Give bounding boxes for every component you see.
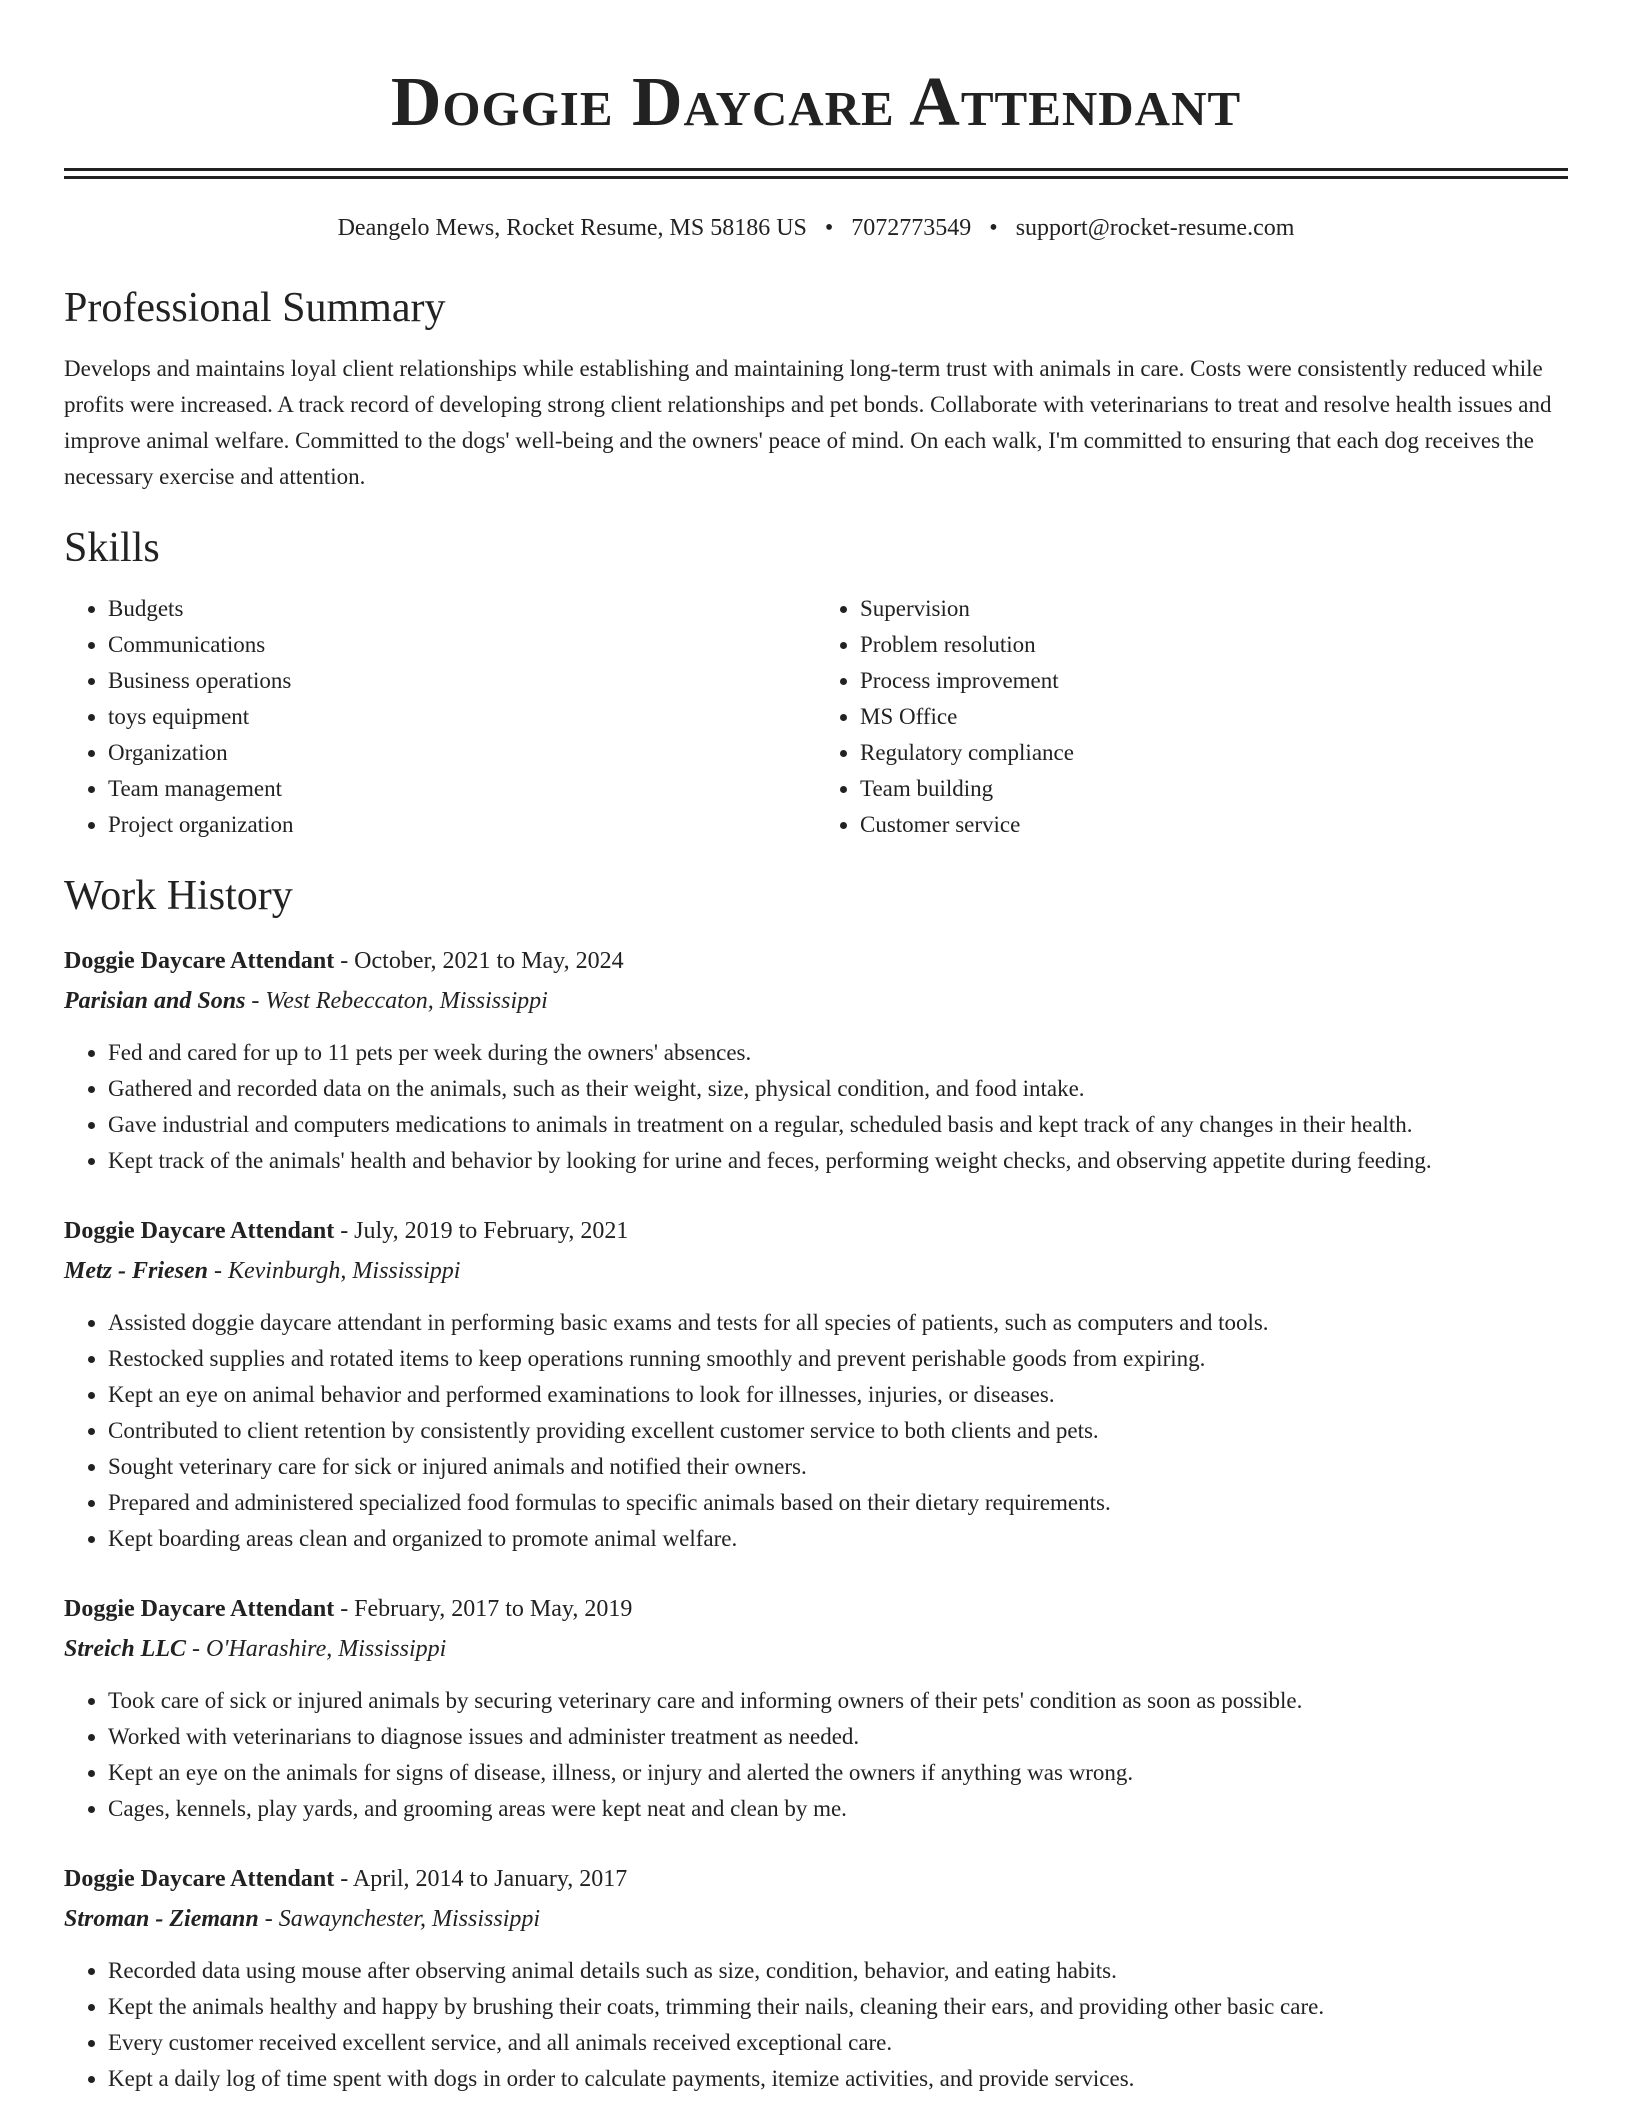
company-location: - Sawaynchester, Mississippi bbox=[258, 1906, 541, 1932]
duty-item: • Kept an eye on animal behavior and performed examinations to look for illnesses, injuries, or diseases. bbox=[108, 1377, 1568, 1413]
company-line bbox=[64, 1631, 1568, 1667]
job-title: Doggie Daycare Attendant bbox=[64, 1866, 335, 1892]
duty-item: • Kept track of the animals' health and behavior by looking for urine and feces, performing weight checks, and observing appetite during feeding. bbox=[108, 1143, 1568, 1179]
job-title-line bbox=[64, 1861, 1568, 1897]
duty-item: • Gave industrial and computers medications to animals in treatment on a regular, scheduled basis and kept track of any changes in their health. bbox=[108, 1107, 1568, 1143]
skill-item: • Team management bbox=[108, 771, 816, 807]
job-duties bbox=[64, 1953, 1568, 2097]
duty-item: • Restocked supplies and rotated items to keep operations running smoothly and prevent perishable goods from expiring. bbox=[108, 1341, 1568, 1377]
skill-item: • Communications bbox=[108, 627, 816, 663]
summary-text: Develops and maintains loyal client relationships while establishing and maintaining long-term trust with animals in care. Costs were consistently reduced while profits were increased. A track record of developing strong client relationships and pet bonds. Collaborate with veterinarians to treat and resolve health issues and improve animal welfare. Committed to the dogs' well-being and the owners' peace of mind. On each walk, I'm committed to ensuring that each dog receives the necessary exercise and attention. bbox=[64, 356, 1552, 489]
skill-item: • Supervision bbox=[860, 591, 1568, 627]
job-dates: - July, 2019 to February, 2021 bbox=[334, 1218, 629, 1244]
duty-item: • Kept an eye on the animals for signs of disease, illness, or injury and alerted the owners if anything was wrong. bbox=[108, 1755, 1568, 1791]
duty-item: • Cages, kennels, play yards, and grooming areas were kept neat and clean by me. bbox=[108, 1791, 1568, 1827]
company-name: Parisian and Sons bbox=[64, 988, 246, 1014]
duty-item: • Kept a daily log of time spent with dogs in order to calculate payments, itemize activities, and provide services. bbox=[108, 2061, 1568, 2097]
duty-item: • Assisted doggie daycare attendant in performing basic exams and tests for all species of patients, such as computers and tools. bbox=[108, 1305, 1568, 1341]
summary-section bbox=[64, 283, 1568, 495]
skills-section bbox=[64, 523, 1568, 843]
skill-item: • Regulatory compliance bbox=[860, 735, 1568, 771]
duty-item: • Sought veterinary care for sick or injured animals and notified their owners. bbox=[108, 1449, 1568, 1485]
contact-address: Deangelo Mews, Rocket Resume, MS 58186 US bbox=[337, 215, 807, 241]
job-title: Doggie Daycare Attendant bbox=[64, 1218, 335, 1244]
job-dates: - April, 2014 to January, 2017 bbox=[334, 1866, 628, 1892]
work-history-heading: Work History bbox=[64, 873, 293, 919]
skills-columns bbox=[64, 591, 1568, 843]
skill-item: • Problem resolution bbox=[860, 627, 1568, 663]
company-line bbox=[64, 1901, 1568, 1937]
contact-line bbox=[64, 213, 1568, 243]
duty-item: • Every customer received excellent service, and all animals received exceptional care. bbox=[108, 2025, 1568, 2061]
company-name: Streich LLC bbox=[64, 1636, 187, 1662]
skill-item: • Budgets bbox=[108, 591, 816, 627]
job-title: Doggie Daycare Attendant bbox=[64, 948, 335, 974]
company-name: Metz - Friesen bbox=[64, 1258, 208, 1284]
duty-item: • Fed and cared for up to 11 pets per week during the owners' absences. bbox=[108, 1035, 1568, 1071]
job-entry bbox=[64, 1591, 1568, 1827]
contact-separator: • bbox=[824, 215, 834, 241]
skill-item: • Process improvement bbox=[860, 663, 1568, 699]
skill-item: • toys equipment bbox=[108, 699, 816, 735]
skill-item: • Project organization bbox=[108, 807, 816, 843]
company-location: - Kevinburgh, Mississippi bbox=[208, 1258, 461, 1284]
summary-heading: Professional Summary bbox=[64, 285, 446, 331]
duty-item: • Worked with veterinarians to diagnose issues and administer treatment as needed. bbox=[108, 1719, 1568, 1755]
resume-title: Doggie Daycare Attendant bbox=[390, 64, 1242, 141]
skill-item: • Business operations bbox=[108, 663, 816, 699]
company-line bbox=[64, 983, 1568, 1019]
job-entry bbox=[64, 1861, 1568, 2097]
company-name: Stroman - Ziemann bbox=[64, 1906, 259, 1932]
company-location: - O'Harashire, Mississippi bbox=[186, 1636, 447, 1662]
skills-heading: Skills bbox=[64, 525, 160, 571]
title-divider bbox=[64, 168, 1568, 179]
duty-item: • Recorded data using mouse after observing animal details such as size, condition, behavior, and eating habits. bbox=[108, 1953, 1568, 1989]
duty-item: • Gathered and recorded data on the animals, such as their weight, size, physical condition, and food intake. bbox=[108, 1071, 1568, 1107]
skill-item: • Organization bbox=[108, 735, 816, 771]
duty-item: • Contributed to client retention by consistently providing excellent customer service to both clients and pets. bbox=[108, 1413, 1568, 1449]
job-title-line bbox=[64, 1213, 1568, 1249]
duty-item: • Took care of sick or injured animals by securing veterinary care and informing owners of their pets' condition as soon as possible. bbox=[108, 1683, 1568, 1719]
skills-list-right bbox=[816, 591, 1568, 843]
duty-item: • Kept boarding areas clean and organized to promote animal welfare. bbox=[108, 1521, 1568, 1557]
company-location: - West Rebeccaton, Mississippi bbox=[245, 988, 548, 1014]
job-duties bbox=[64, 1035, 1568, 1179]
work-history-section bbox=[64, 871, 1568, 2097]
job-entry bbox=[64, 1213, 1568, 1557]
skill-item: • Customer service bbox=[860, 807, 1568, 843]
job-dates: - February, 2017 to May, 2019 bbox=[334, 1596, 633, 1622]
contact-email: support@rocket-resume.com bbox=[1015, 215, 1295, 241]
job-title-line bbox=[64, 943, 1568, 979]
skills-list-left bbox=[64, 591, 816, 843]
job-title-line bbox=[64, 1591, 1568, 1627]
contact-phone: 7072773549 bbox=[851, 215, 972, 241]
duty-item: • Kept the animals healthy and happy by brushing their coats, trimming their nails, cleaning their ears, and providing other basic care. bbox=[108, 1989, 1568, 2025]
job-entry bbox=[64, 943, 1568, 1179]
resume-page bbox=[64, 0, 1568, 2097]
skill-item: • Team building bbox=[860, 771, 1568, 807]
job-title: Doggie Daycare Attendant bbox=[64, 1596, 335, 1622]
job-duties bbox=[64, 1305, 1568, 1557]
contact-separator: • bbox=[989, 215, 998, 241]
company-line bbox=[64, 1253, 1568, 1289]
skill-item: • MS Office bbox=[860, 699, 1568, 735]
job-duties bbox=[64, 1683, 1568, 1827]
job-dates: - October, 2021 to May, 2024 bbox=[334, 948, 624, 974]
duty-item: • Prepared and administered specialized food formulas to specific animals based on their dietary requirements. bbox=[108, 1485, 1568, 1521]
